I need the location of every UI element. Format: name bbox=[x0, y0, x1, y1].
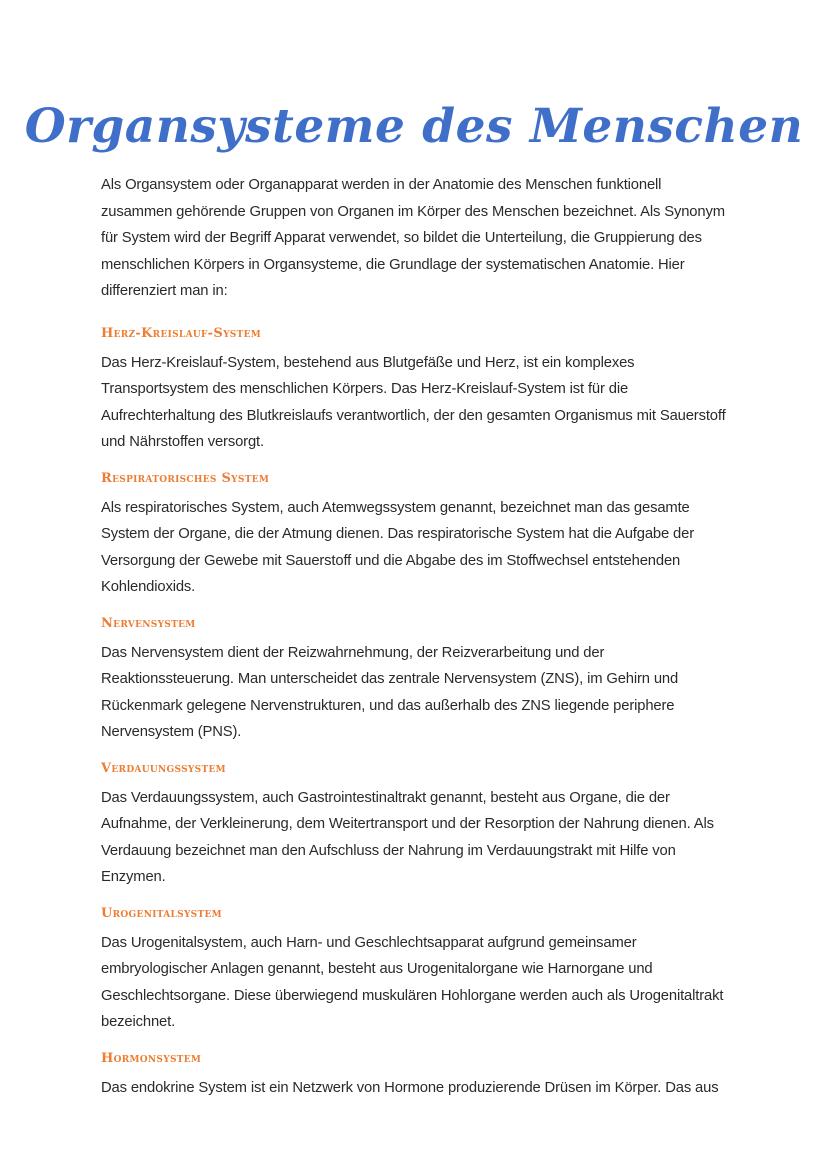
intro-paragraph: Als Organsystem oder Organapparat werden in der Anatomie des Menschen funktionell zusammen gehörende Gruppen von Organen im Körper des Menschen bezeichnet. Als Synonym für System wird der Begriff Apparat verwendet, so bildet die Unterteilung, die Gruppierung des menschlichen Körpers in Organsysteme, die Grundlage der systematischen Anatomie. Hier differenziert man in: bbox=[101, 177, 725, 299]
section-respiratorisch bbox=[101, 469, 733, 601]
section-hormonsystem bbox=[101, 1049, 733, 1102]
section-heading: Verdauungssystem bbox=[101, 760, 226, 776]
section-heading: Respiratorisches System bbox=[101, 470, 270, 486]
section-heading: Herz-Kreislauf-System bbox=[101, 325, 262, 341]
document-body bbox=[101, 172, 733, 1114]
page-title: Organsysteme des Menschen bbox=[24, 99, 804, 154]
section-paragraph: Das Urogenitalsystem, auch Harn- und Geschlechtsapparat aufgrund gemeinsamer embryologischer Anlagen genannt, besteht aus Urogenitalorgane wie Harnorgane und Geschlechtsorgane. Diese überwiegend muskulären Hohlorgane werden auch als Urogenitaltrakt bezeichnet. bbox=[101, 934, 724, 1030]
section-nervensystem bbox=[101, 614, 733, 746]
section-herz-kreislauf bbox=[101, 324, 733, 456]
section-heading: Urogenitalsystem bbox=[101, 905, 222, 921]
section-paragraph: Das endokrine System ist ein Netzwerk von Hormone produzierende Drüsen im Körper. Das aus bbox=[101, 1079, 719, 1096]
section-verdauung bbox=[101, 759, 733, 891]
section-urogenital bbox=[101, 904, 733, 1036]
section-paragraph: Das Herz-Kreislauf-System, bestehend aus Blutgefäße und Herz, ist ein komplexes Transportsystem des menschlichen Körpers. Das Herz-Kreislauf-System ist für die Aufrechterhaltung des Blutkreislaufs verantwortlich, der den gesamten Organismus mit Sauerstoff und Nährstoffen versorgt. bbox=[101, 354, 726, 450]
section-paragraph: Das Nervensystem dient der Reizwahrnehmung, der Reizverarbeitung und der Reaktionssteuerung. Man unterscheidet das zentrale Nervensystem (ZNS), im Gehirn und Rückenmark gelegene Nervenstrukturen, und das außerhalb des ZNS liegende periphere Nervensystem (PNS). bbox=[101, 644, 679, 740]
section-heading: Hormonsystem bbox=[101, 1050, 202, 1066]
section-heading: Nervensystem bbox=[101, 615, 196, 631]
section-paragraph: Das Verdauungssystem, auch Gastrointestinaltrakt genannt, besteht aus Organe, die der Aufnahme, der Verkleinerung, dem Weitertransport und der Resorption der Nahrung dienen. Als Verdauung bezeichnet man den Aufschluss der Nahrung im Verdauungstrakt mit Hilfe von Enzymen. bbox=[101, 789, 714, 885]
section-paragraph: Als respiratorisches System, auch Atemwegssystem genannt, bezeichnet man das gesamte System der Organe, die der Atmung dienen. Das respiratorische System hat die Aufgabe der Versorgung der Gewebe mit Sauerstoff und die Abgabe des im Stoffwechsel entstehenden Kohlendioxids. bbox=[101, 499, 694, 595]
